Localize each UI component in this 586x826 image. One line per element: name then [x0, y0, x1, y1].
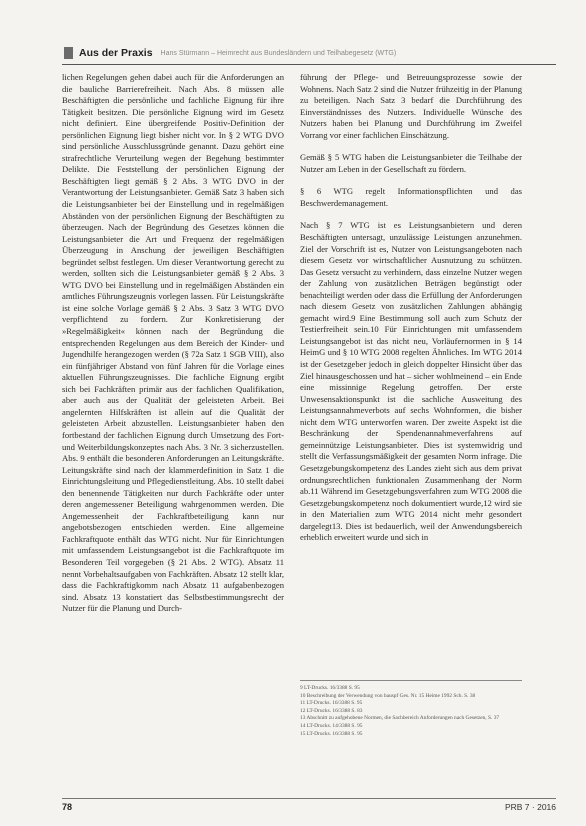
section-title: Aus der Praxis: [79, 47, 153, 59]
running-title: Hans Stürmann – Heimrecht aus Bundesländern und Teilhabegesetz (WTG): [160, 49, 397, 57]
footnote: 12 LT-Drucks. 16/3388 S. 83: [300, 707, 363, 714]
footnote: 13 Abschnitt zu aufgehobene Normen, die Sachbereich Anforderungen nach Gesetzen, S. 37: [300, 715, 500, 722]
header-rule: [62, 64, 556, 65]
paragraph: § 6 WTG regelt Informationspflichten und das Beschwerdemanagement.: [300, 186, 522, 208]
left-column: [62, 72, 284, 792]
footnote: 14 LT-Drucks. 14/3388 S. 95: [300, 722, 363, 729]
footer-rule: [62, 798, 556, 799]
footnote: 15 LT-Drucks. 16/3388 S. 95: [300, 730, 363, 737]
footnote: 10 Beschreibung der Verwendung von bauspf Ges. Nr. 15 Heime 1992 Sch. S. 38: [300, 692, 476, 699]
running-header: [64, 44, 554, 62]
section-marker: [64, 47, 73, 59]
footnote: 9 LT-Drucks. 16/3388 S. 95: [300, 685, 360, 691]
paragraph: Nach § 7 WTG ist es Leistungsanbietern und deren Beschäftigten untersagt, unzulässige Leistungen anzunehmen. Ziel der Vorschrift ist es, Nutzer von Leistungsangeboten nach diesem Gesetz vor wirtschaftlicher Ausnutzung zu schützen. Das Gesetz versucht zu verhindern, dass einzelne Nutzer wegen der Zahlung von zusätzlichen Beträgen begünstigt oder benachteiligt werden oder dass die Erfüllung der Anforderungen nach diesem Gesetz von zusätzlichen Zahlungen abhängig gemacht wird.9 Eine Bestimmung soll auch zum Schutz der Testierfreiheit sein.10 Für Einrichtungen mit umfassendem Leistungsangebot ist das nicht neu, Vorläufernormen in § 14 HeimG und § 10 WTG 2008 regelten Ähnliches. Im WTG 2014 ist der Gesetzgeber jedoch in gleich doppelter Hinsicht über das Ziel hinausgeschossen und hat – sicher wohlmeinend – ein Ende eine missinnige Regelung getroffen. Der erste Unwesensaktionspunkt ist die sachliche Ausweitung des Leistungsannahmeverbots auf sechs Wohnformen, die bisher nicht dem WTG unterworfen waren. Der zweite Aspekt ist die Beschränkung der Spendenannahmeverfahrens auf gemeinnützige Leistungsanbieter. Dies ist systemwidrig und stellt die Verfassungsmäßigkeit der gesamten Norm infrage. Die Gesetzgebungskompetenz des Landes zieht sich aus dem privat ordnungsrechtlichen funktionalen Zusammenhang der Norm ab.11 Während im Gesetzgebungsverfahren zum WTG 2008 die Gesetzgebungskompetenz noch dokumentiert wurde,12 wird sie in den Materialien zum WTG 2014 nicht mehr gesondert dargelegt13. Dies ist bedauerlich, weil der Anwendungsbereich erheblich erweitert wurde und sich in: [300, 220, 522, 543]
issue-label: PRB 7 · 2016: [504, 802, 556, 812]
page-number: 78: [62, 802, 73, 812]
paragraph: führung der Pflege- und Betreuungsprozesse sowie der Wohnens. Nach Satz 2 sind die Nutzer frühzeitig in der Planung zu beteiligen. Nach Satz 3 bedarf die Durchführung des Einverständnisses des Nutzers. Individuelle Wünsche des Nutzers haben bei Planung und Durchführung im Zweifel Vorrang vor einer fachlichen Einschätzung.: [300, 72, 522, 140]
footnote: 11 LT-Drucks. 16/3388 S. 95: [300, 700, 363, 707]
paragraph: lichen Regelungen gehen dabei auch für die Anforderungen an die bauliche Barrierefreiheit. Nach Abs. 8 müssen alle Beschäftigten die persönliche und fachliche Eignung für ihre Tätigkeit besitzen. Die persönliche Eignung wird im Gesetz nicht definiert. Eine übergreifende Positiv-Definition der persönlichen Eignung liegt bisher nicht vor. In § 2 WTG DVO sind persönliche Ausschlussgründe genannt. Dazu gehört eine strafrechtliche Verurteilung wegen der Begehung bestimmter Delikte. Die Feststellung der persönlichen Eignung der Beschäftigten liegt gemäß § 2 Abs. 3 WTG DVO in der Verantwortung der Leistungsanbieter. Gemäß Satz 3 haben sich die Leistungsanbieter bei der Einstellung und in regelmäßigen Abständen von der persönlichen Eignung der Beschäftigten zu überzeugen. Nach der Begründung des Gesetzes können die Leistungsanbieter die Art und Frequenz der regelmäßigen Überzeugung in Anschung der jeweiligen Beschäftigten begründet selbst festlegen. Um dieser Verantwortung gerecht zu werden, sollten sich die Leistungsanbieter gemäß § 2 Abs. 3 WTG DVO bei Einstellung und in regelmäßigen Abständen ein amtliches Führungszeugnis vorlegen lassen. Für Leistungskräfte ist eine solche Vorlage gemäß § 2 Abs. 3 Satz 3 WTG DVO verpflichtend zu fordern. Zur Konkretisierung der »Regelmäßigkeit« können nach der Begründung die entsprechenden Regelungen aus dem Bereich der Kinder- und Jugendhilfe herangezogen werden (§ 72a Satz 1 SGB VIII), also ein fünfjähriger Abstand von fünf Jahren für die Vorlage eines aktuellen Führungszeugnisses. Die fachliche Eignung ergibt sich bei Fachkräften primär aus der fachlichen Qualifikation, aber auch aus der Qualität der geleisteten Arbeit. Bei angelernten Hilfskräften ist allein auf die Qualität der geleisteten Arbeit abzustellen. Leistungsanbieter haben den fortbestand der fachlichen Eignung durch Umsetzung des Fort- und Weiterbildungskonzeptes nach Abs. 3 Nr. 3 sicherzustellen. Abs. 9 enthält die besonderen Anforderungen an Leitungskräfte. Leitungskräfte sind nach der klammerdefinition in Satz 1 die Einrichtungsleitung und Pflegedienstleitung. Abs. 10 stellt dabei den benennende Tätigkeiten nur durch Fachkräfte oder unter deren angemessener Beteiligung wahrgenommen werden. Die Angemessenheit der Fachkraftbeteiligung kann nur angebotsbezogen entschieden werden. Eine allgemeine Fachkraftquote enthält das WTG nicht. Nur für Einrichtungen mit umfassendem Leistungsangebot ist die Fachkraftquote im Besonderen Teil vorgegeben (§ 21 Abs. 2 WTG). Absatz 11 nennt Vorbehaltsaufgaben von Fachkräften. Absatz 12 stellt klar, dass die Fachkraftigkomm nach Absatz 11 aufgabenbezogen sind. Absatz 13 konstatiert das Selbstbestimmungsrecht der Nutzer für die Planung und Durch-: [62, 72, 284, 614]
footnotes: [300, 680, 522, 738]
paragraph: Gemäß § 5 WTG haben die Leistungsanbieter die Teilhabe der Nutzer am Leben in der Gesellschaft zu fördern.: [300, 152, 522, 174]
right-column: [300, 72, 522, 672]
